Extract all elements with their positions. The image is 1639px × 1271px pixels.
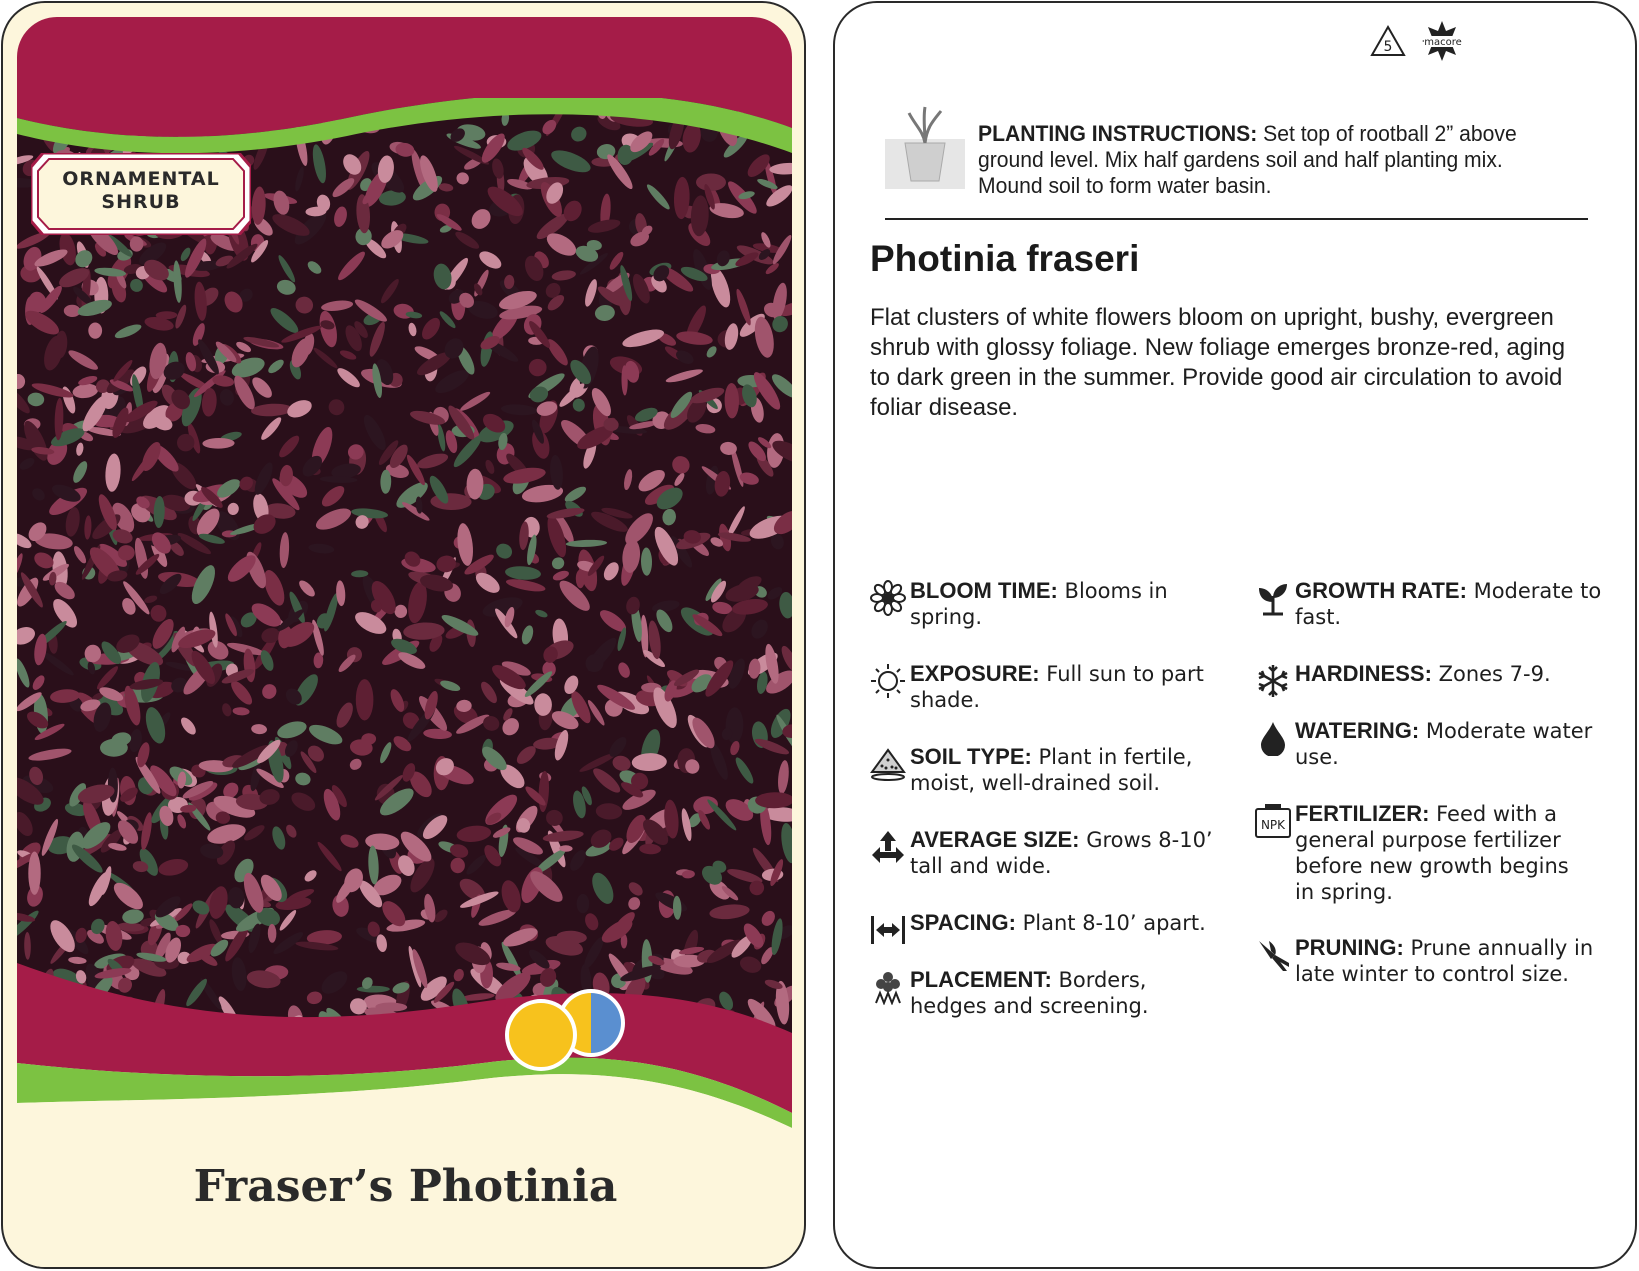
common-name: Fraser’s Photinia: [193, 1161, 618, 1212]
size-arrows-icon: [870, 829, 906, 865]
botanical-name: Photinia fraseri: [870, 238, 1140, 279]
snowflake-icon: [1255, 663, 1291, 699]
bloom-time-text-2: spring.: [910, 605, 983, 629]
spacing-icon: [870, 912, 906, 948]
hardiness-label: HARDINESS:: [1295, 661, 1432, 686]
sun-outline-icon: [870, 663, 906, 699]
sprout-icon: [1255, 580, 1291, 616]
watering-label: WATERING:: [1295, 718, 1420, 743]
svg-text:5: 5: [1383, 39, 1393, 55]
fertilizer-label: FERTILIZER:: [1295, 801, 1430, 826]
front-card: [1, 1, 806, 1269]
spacing-label: SPACING:: [910, 910, 1016, 935]
watering-text-2: use.: [1295, 745, 1339, 769]
pruning-label: PRUNING:: [1295, 935, 1404, 960]
recycle-5-icon: [1372, 27, 1404, 55]
planting-text: Set top of rootball 2” above ground level. Mix half gardens soil and half planting mix. Mound soil to form water basin.: [978, 121, 1517, 198]
placement-icon: [870, 969, 906, 1005]
macore-logo: [1422, 21, 1462, 61]
plant-pot-icon: [885, 103, 965, 198]
plant-description: Flat clusters of white flowers bloom on upright, bushy, evergreen shrub with glossy foliage. New foliage emerges bronze-red, aging to dark green in the summer. Provide good air circulation to avoid foliar disease.: [870, 304, 1566, 421]
soil-type-text: Plant in fertile,: [1031, 745, 1193, 769]
back-card: [833, 1, 1637, 1269]
pruning-text-2: late winter to control size.: [1295, 962, 1569, 986]
hardiness-text: Zones 7-9.: [1431, 662, 1551, 686]
placement-text-2: hedges and screening.: [910, 994, 1149, 1018]
fertilizer-text-4: in spring.: [1295, 880, 1393, 904]
exposure-label: EXPOSURE:: [910, 661, 1040, 686]
watering-text: Moderate water: [1419, 719, 1593, 743]
growth-rate-label: GROWTH RATE:: [1295, 578, 1467, 603]
svg-text:NPK: NPK: [1260, 818, 1286, 832]
exposure-text-2: shade.: [910, 688, 981, 712]
divider: [885, 218, 1588, 220]
logos: [1370, 19, 1480, 67]
bloom-time-label: BLOOM TIME:: [910, 578, 1058, 603]
placement-label: PLACEMENT:: [910, 967, 1052, 992]
placement-text: Borders,: [1051, 968, 1147, 992]
soil-icon: [870, 746, 906, 782]
average-size-text: Grows 8-10’: [1079, 828, 1213, 852]
planting-label: PLANTING INSTRUCTIONS:: [978, 121, 1258, 146]
tag-line-2: SHRUB: [101, 191, 181, 213]
pruning-text: Prune annually in: [1403, 936, 1594, 960]
growth-rate-text-2: fast.: [1295, 605, 1342, 629]
water-drop-icon: [1255, 720, 1291, 756]
exposure-text: Full sun to part: [1039, 662, 1204, 686]
bloom-time-text: Blooms in: [1057, 579, 1168, 603]
soil-type-label: SOIL TYPE:: [910, 744, 1032, 769]
full-sun-icon: [505, 999, 577, 1071]
fertilizer-text: Feed with a: [1429, 802, 1557, 826]
svg-text:macore: macore: [1424, 37, 1462, 48]
spacing-text: Plant 8-10’ apart.: [1015, 911, 1206, 935]
average-size-label: AVERAGE SIZE:: [910, 827, 1080, 852]
pruners-icon: [1255, 937, 1291, 973]
sun-requirement: [501, 985, 641, 1075]
growth-rate-text: Moderate to: [1466, 579, 1602, 603]
category-tag: [31, 153, 251, 235]
flower-icon: [870, 580, 906, 616]
fertilizer-text-2: general purpose fertilizer: [1295, 828, 1561, 852]
planting-instructions: [978, 121, 1554, 199]
tag-line-1: ORNAMENTAL: [62, 168, 220, 190]
fertilizer-text-3: before new growth begins: [1295, 854, 1569, 878]
npk-icon: [1255, 803, 1291, 839]
soil-type-text-2: moist, well-drained soil.: [910, 771, 1161, 795]
average-size-text-2: tall and wide.: [910, 854, 1052, 878]
